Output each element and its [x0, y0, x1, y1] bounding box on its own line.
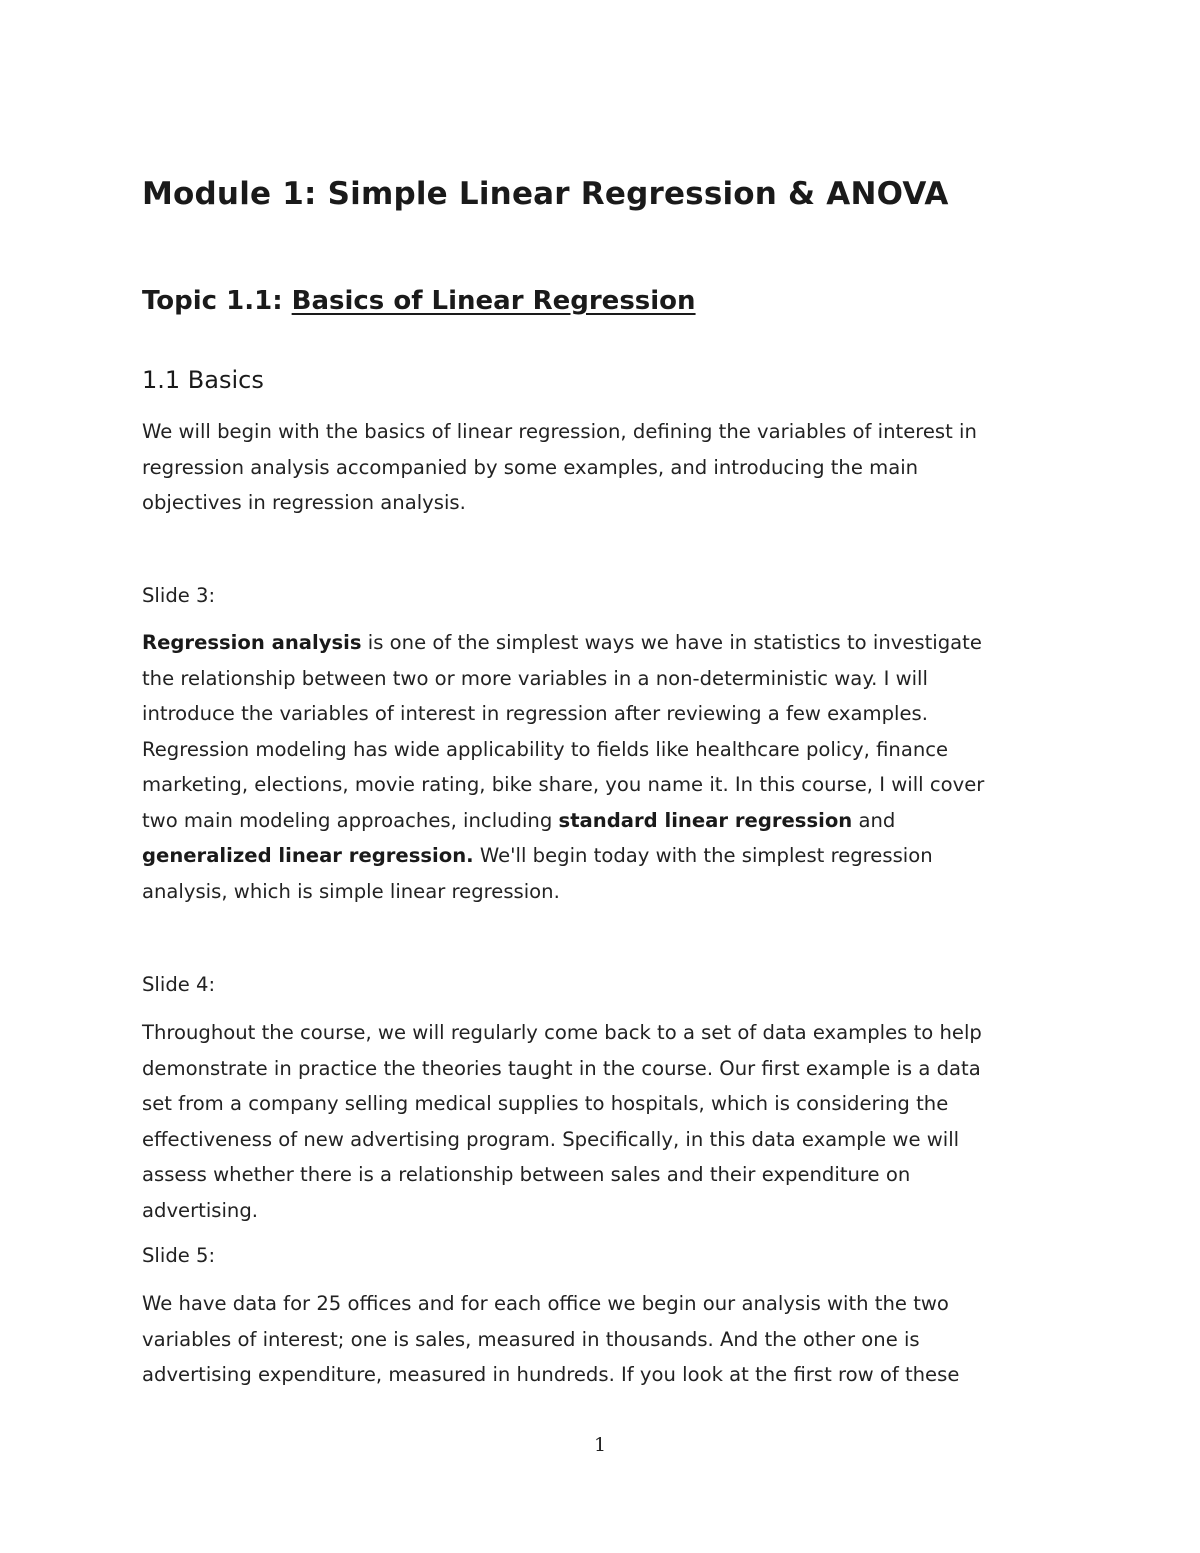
slide-3-text: introduce the variables of interest in regression after reviewing a few examples. [142, 702, 928, 725]
intro-line: regression analysis accompanied by some examples, and introducing the main [142, 455, 919, 479]
slide-4-text: set from a company selling medical supplies to hospitals, which is considering the [142, 1092, 949, 1115]
slide-3-text: We'll begin today with the simplest regression [473, 844, 933, 867]
slide-4-label: Slide 4: [142, 973, 216, 996]
slide-5-paragraph [142, 1286, 1062, 1393]
slide-4-text: advertising. [142, 1198, 259, 1222]
intro-paragraph [142, 414, 1062, 521]
slide-5-text: We have data for 25 offices and for each office we begin our analysis with the two [142, 1292, 949, 1315]
slide-3-paragraph [142, 625, 1062, 909]
slide-3-text: and [852, 808, 896, 832]
bold-term: standard linear regression [558, 808, 853, 832]
topic-prefix: Topic 1.1: [142, 286, 292, 316]
slide-3-text: analysis, which is simple linear regression. [142, 879, 560, 903]
intro-line: objectives in regression analysis. [142, 491, 466, 514]
slide-5-label: Slide 5: [142, 1244, 216, 1267]
slide-3-text: Regression modeling has wide applicability to fields like healthcare policy, finance [142, 737, 949, 761]
topic-title [142, 286, 696, 316]
slide-4-text: Throughout the course, we will regularly come back to a set of data examples to help [142, 1021, 982, 1044]
slide-4-text: demonstrate in practice the theories taught in the course. Our first example is a data [142, 1056, 981, 1080]
slide-5-text: variables of interest; one is sales, measured in thousands. And the other one is [142, 1327, 920, 1351]
topic-name: Basics of Linear Regression [291, 286, 696, 316]
slide-3-label: Slide 3: [142, 584, 216, 607]
slide-4-paragraph [142, 1015, 1062, 1228]
intro-line: We will begin with the basics of linear regression, defining the variables of interest in [142, 420, 977, 443]
slide-5-text: advertising expenditure, measured in hundreds. If you look at the first row of these [142, 1363, 960, 1386]
slide-3-text: marketing, elections, movie rating, bike share, you name it. In this course, I will cover [142, 773, 985, 796]
bold-term: generalized linear regression. [142, 844, 474, 867]
slide-4-text: assess whether there is a relationship between sales and their expenditure on [142, 1163, 911, 1186]
slide-3-text: the relationship between two or more variables in a non-deterministic way. I will [142, 666, 928, 690]
slide-3-text: two main modeling approaches, including [142, 808, 559, 832]
page-number: 1 [593, 1434, 607, 1456]
slide-3-text: is one of the simplest ways we have in statistics to investigate [361, 631, 982, 654]
bold-term: Regression analysis [142, 631, 362, 654]
module-title: Module 1: Simple Linear Regression & ANOVA [142, 176, 949, 212]
slide-4-text: effectiveness of new advertising program. Specifically, in this data example we will [142, 1127, 960, 1151]
section-heading: 1.1 Basics [142, 366, 264, 394]
